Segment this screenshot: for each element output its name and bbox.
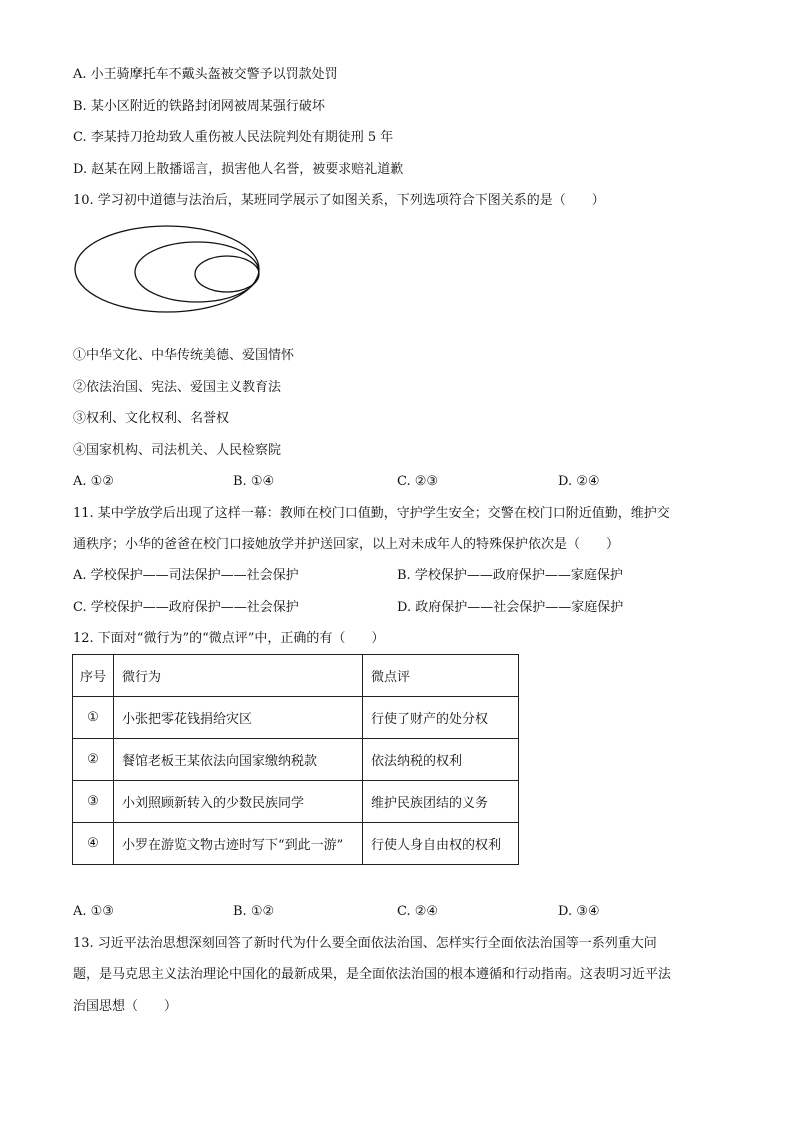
header-behavior: 微行为 [114,655,363,697]
q10-option-d: D. ②④ [558,474,600,489]
table-header-row [73,655,519,697]
inner-ellipse [195,256,259,292]
q12-stem: 12. 下面对“微行为”的“微点评”中，正确的有（ ） [73,631,385,646]
q11-stem-line1: 11. 某中学放学后出现了这样一幕：教师在校门口值勤，守护学生安全；交警在校门口附近值勤，维护交 [73,506,670,521]
table-row [73,781,519,823]
row-comment: 行使人身自由权的权利 [363,823,519,865]
row-behavior: 餐馆老板王某依法向国家缴纳税款 [114,739,363,781]
q11-option-d: D. 政府保护——社会保护——家庭保护 [397,600,624,615]
q12-table [72,654,519,865]
q11-option-c: C. 学校保护——政府保护——社会保护 [73,600,299,615]
q9-option-a: A. 小王骑摩托车不戴头盔被交警予以罚款处罚 [73,67,338,82]
header-comment: 微点评 [363,655,519,697]
row-behavior: 小刘照顾新转入的少数民族同学 [114,781,363,823]
row-index: ④ [73,823,114,865]
row-index: ③ [73,781,114,823]
q12-option-d: D. ③④ [558,904,600,919]
q13-stem-line1: 13. 习近平法治思想深刻回答了新时代为什么要全面依法治国、怎样实行全面依法治国等一系列重大问 [73,936,657,951]
q10-stem: 10. 学习初中道德与法治后，某班同学展示了如图关系，下列选项符合下图关系的是（ ） [73,193,605,208]
row-index: ② [73,739,114,781]
q9-option-d: D. 赵某在网上散播谣言，损害他人名誉，被要求赔礼道歉 [73,162,404,177]
q10-item-2: ②依法治国、宪法、爱国主义教育法 [73,380,282,395]
q10-item-1: ①中华文化、中华传统美德、爱国情怀 [73,348,295,363]
q12-option-a: A. ①③ [73,904,114,919]
table-row [73,697,519,739]
nested-ellipses-diagram [73,225,273,315]
q9-option-b: B. 某小区附近的铁路封闭网被周某强行破坏 [73,99,325,114]
q10-option-b: B. ①④ [233,474,275,489]
q10-item-3: ③权利、文化权利、名誉权 [73,411,230,426]
row-behavior: 小罗在游览文物古迹时写下“到此一游” [114,823,363,865]
q10-option-a: A. ①② [73,474,114,489]
q13-stem-line2: 题，是马克思主义法治理论中国化的最新成果，是全面依法治国的根本遵循和行动指南。这表明习近平法 [73,967,672,982]
q9-option-c: C. 李某持刀抢劫致人重伤被人民法院判处有期徒刑 5 年 [73,130,394,145]
table-row [73,739,519,781]
q12-option-b: B. ①② [233,904,275,919]
q10-item-4: ④国家机构、司法机关、人民检察院 [73,443,282,458]
q10-option-c: C. ②③ [397,474,439,489]
row-comment: 行使了财产的处分权 [363,697,519,739]
q13-stem-line3: 治国思想（ ） [73,999,178,1014]
middle-ellipse [135,242,259,302]
row-comment: 维护民族团结的义务 [363,781,519,823]
outer-ellipse [75,226,259,312]
q11-stem-line2: 通秩序；小华的爸爸在校门口接她放学并护送回家，以上对未成年人的特殊保护依次是（ ） [73,537,620,552]
q11-option-a: A. 学校保护——司法保护——社会保护 [73,568,299,583]
header-index: 序号 [73,655,114,697]
q11-option-b: B. 学校保护——政府保护——家庭保护 [397,568,623,583]
row-comment: 依法纳税的权利 [363,739,519,781]
row-behavior: 小张把零花钱捐给灾区 [114,697,363,739]
row-index: ① [73,697,114,739]
table-row [73,823,519,865]
q12-option-c: C. ②④ [397,904,439,919]
